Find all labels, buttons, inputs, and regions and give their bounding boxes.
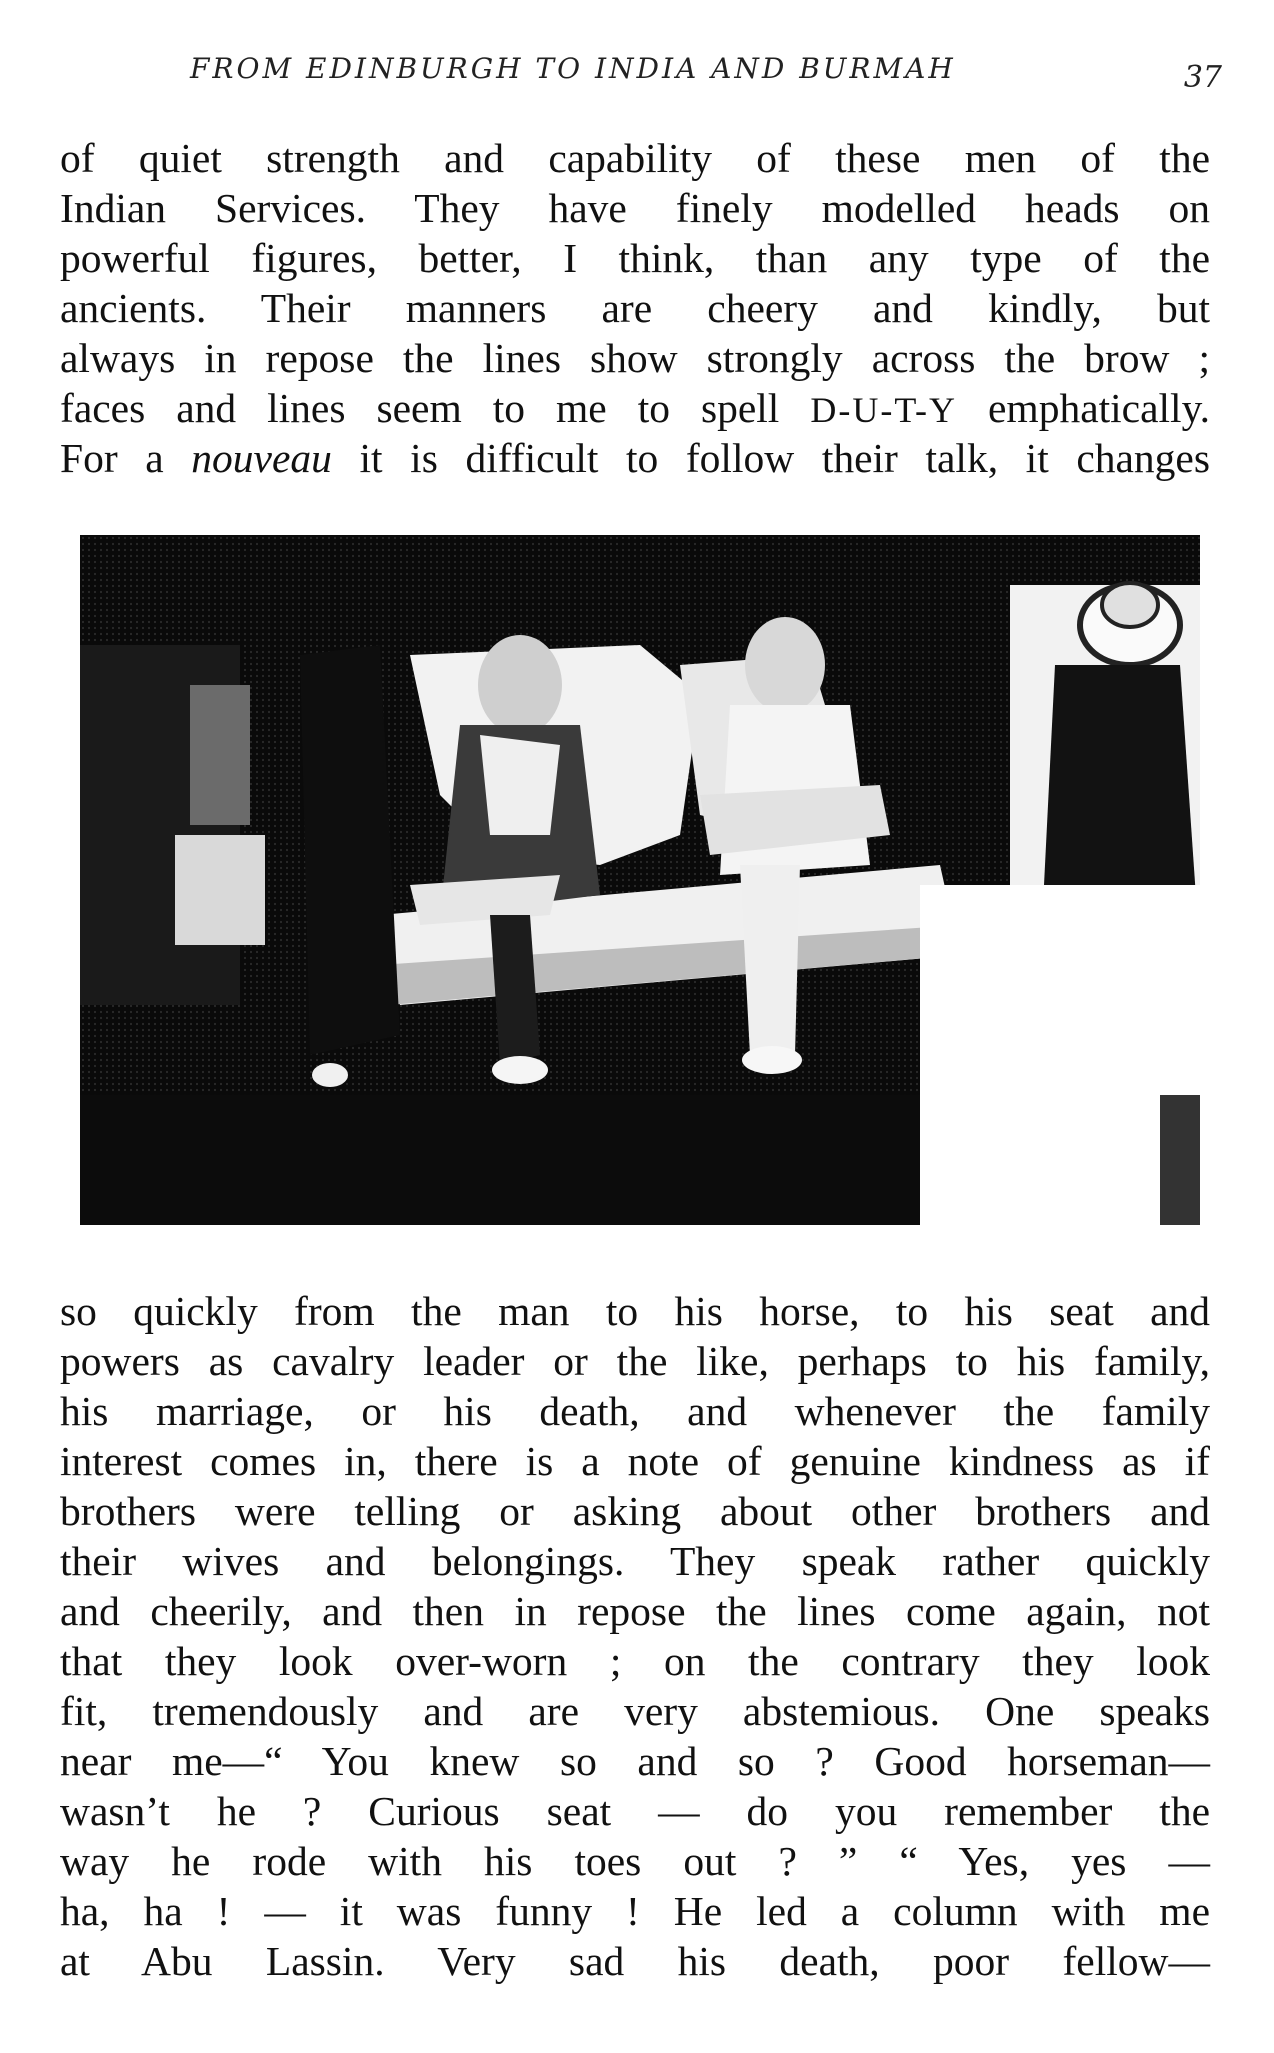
text-line: ha, ha ! — it was funny ! He led a column with me bbox=[60, 1888, 1210, 1934]
text-line: of quiet strength and capability of these men of the bbox=[60, 135, 1210, 181]
text-line: at Abu Lassin. Very sad his death, poor fellow— bbox=[60, 1938, 1210, 1984]
text-line: so quickly from the man to his horse, to his seat and bbox=[60, 1288, 1210, 1334]
text-line: and cheerily, and then in repose the lines come again, not bbox=[60, 1588, 1210, 1634]
text-fragment: For a bbox=[60, 435, 164, 481]
text-line-composite bbox=[60, 383, 1210, 433]
text-fragment: it is difficult to follow their talk, it changes bbox=[359, 435, 1211, 481]
text-line: powers as cavalry leader or the like, perhaps to his family, bbox=[60, 1338, 1210, 1384]
text-line: interest comes in, there is a note of genuine kindness as if bbox=[60, 1438, 1210, 1484]
text-line: always in repose the lines show strongly across the brow ; bbox=[60, 335, 1210, 381]
running-head: FROM EDINBURGH TO INDIA AND BURMAH bbox=[190, 52, 956, 85]
bottom-paragraph bbox=[60, 1286, 1210, 1986]
text-line: wasn’t he ? Curious seat — do you remember the bbox=[60, 1788, 1210, 1834]
photograph-illustration bbox=[80, 535, 1200, 1225]
text-line: his marriage, or his death, and whenever the family bbox=[60, 1388, 1210, 1434]
text-line: that they look over-worn ; on the contrary they look bbox=[60, 1638, 1210, 1684]
halftone-photograph bbox=[80, 535, 1200, 1225]
text-fragment: faces and lines seem to me to spell bbox=[60, 385, 780, 431]
text-line: ancients. Their manners are cheery and kindly, but bbox=[60, 285, 1210, 331]
italic-word: nouveau bbox=[191, 435, 332, 481]
text-line: way he rode with his toes out ? ” “ Yes, yes — bbox=[60, 1838, 1210, 1884]
page-number: 37 bbox=[1183, 60, 1222, 95]
text-line: Indian Services. They have finely modelled heads on bbox=[60, 185, 1210, 231]
text-line: their wives and belongings. They speak rather quickly bbox=[60, 1538, 1210, 1584]
duty-smallcaps: D-U-T-Y bbox=[810, 390, 957, 430]
text-line: powerful figures, better, I think, than any type of the bbox=[60, 235, 1210, 281]
text-line-composite bbox=[60, 433, 1210, 483]
text-fragment: emphatically. bbox=[988, 385, 1211, 431]
text-line: near me—“ You knew so and so ? Good horseman— bbox=[60, 1738, 1210, 1784]
top-paragraph bbox=[60, 133, 1210, 483]
text-line: fit, tremendously and are very abstemious. One speaks bbox=[60, 1688, 1210, 1734]
text-line: brothers were telling or asking about other brothers and bbox=[60, 1488, 1210, 1534]
